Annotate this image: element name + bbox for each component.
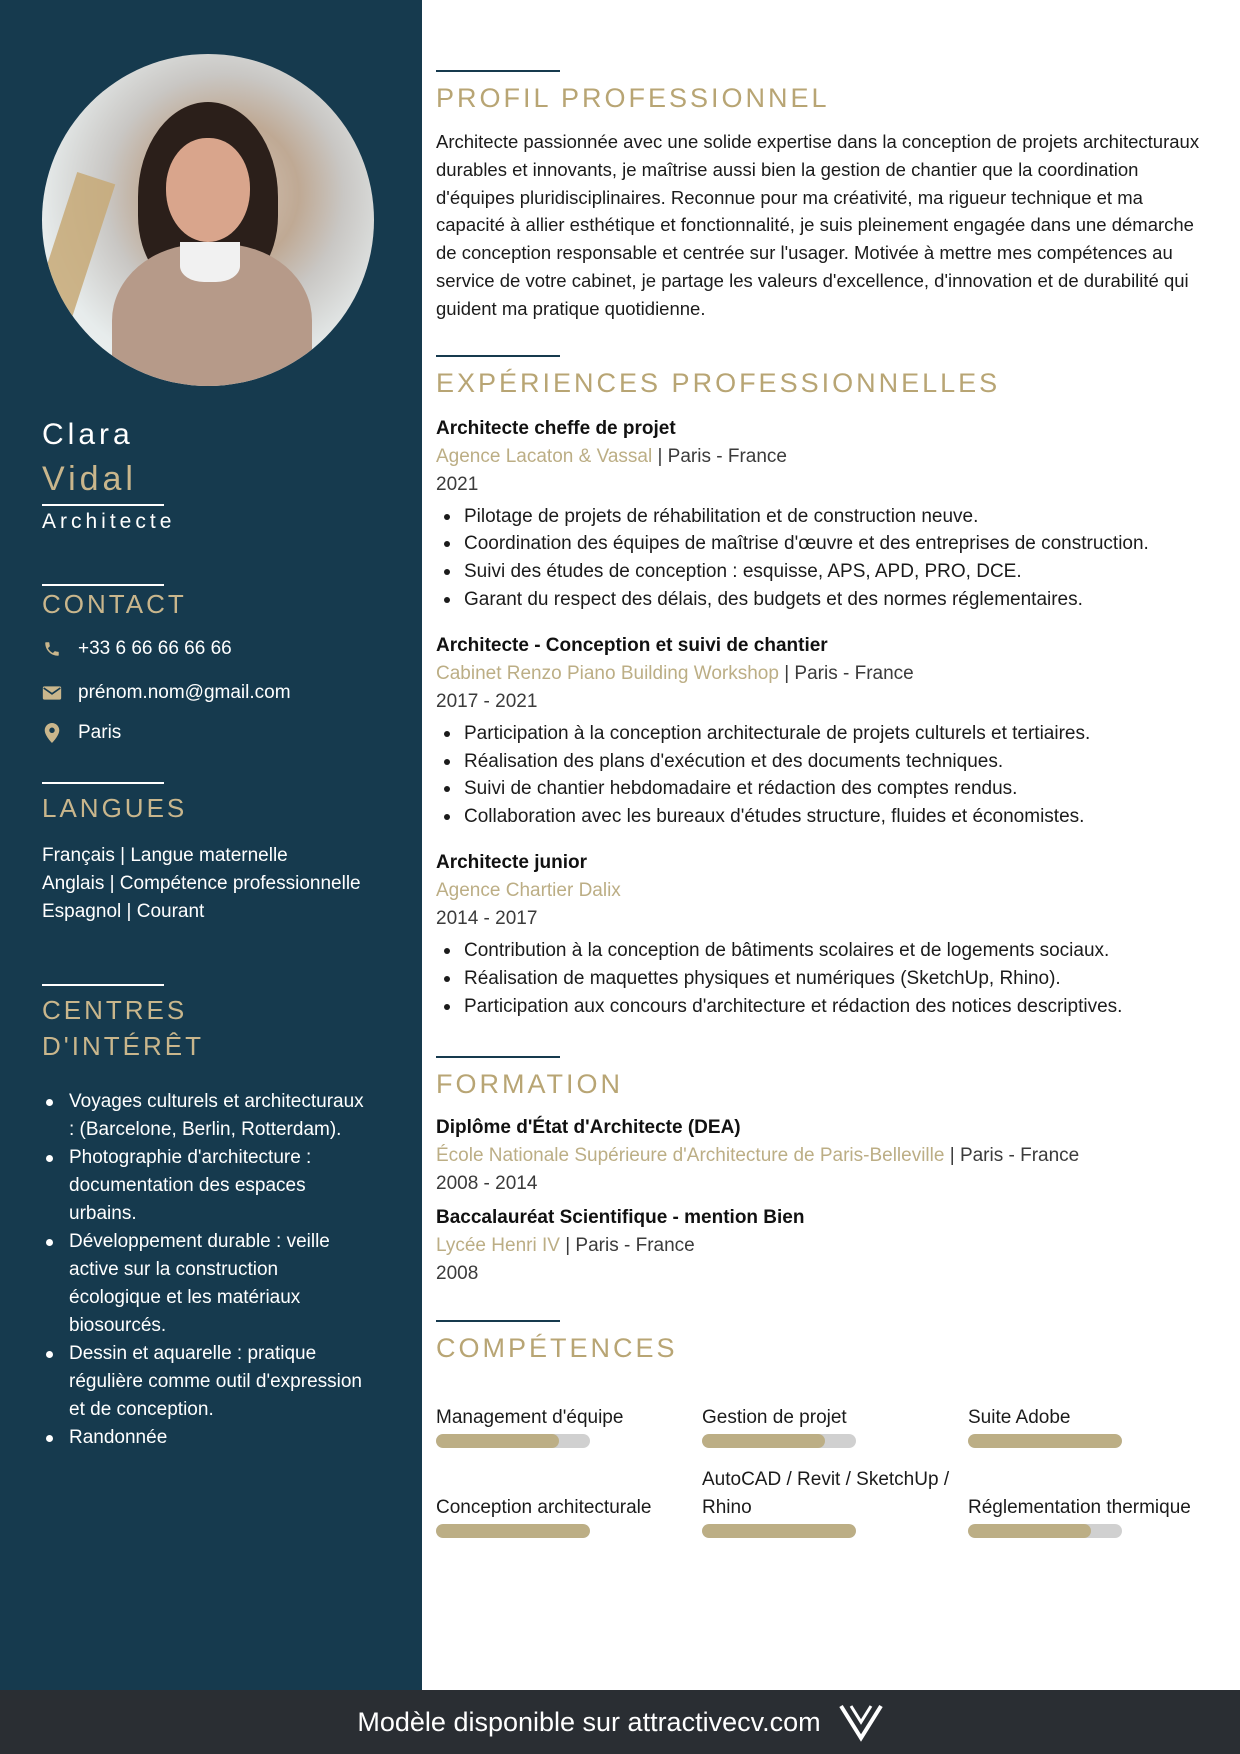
education-school: École Nationale Supérieure d'Architecture de Paris-Belleville [436,1145,945,1167]
contact-heading: CONTACT [42,589,187,619]
footer-text[interactable]: Modèle disponible sur attractivecv.com [357,1706,821,1737]
contact-phone-row [42,638,232,660]
footer-banner [0,1690,1240,1754]
interest-item: Développement durable : veille active sur la construction écologique et les matériaux biosourcés. [42,1228,372,1340]
experience-divider [436,355,560,357]
location-icon [42,723,62,743]
summary-divider [436,70,560,72]
education-divider [436,1056,560,1058]
job-bullet: Pilotage de projets de réhabilitation et de construction neuve. [436,503,1200,531]
education-location: | Paris - France [944,1145,1080,1167]
job-bullet: Coordination des équipes de maîtrise d'œuvre et des entreprises de construction. [436,530,1200,558]
skills-divider [436,1320,560,1322]
skill-bar-fill [436,1524,590,1538]
skill-item [436,1376,702,1448]
skills-grid [436,1376,1200,1538]
name-divider [42,504,164,506]
job-entry-title: Architecte - Conception et suivi de chantier [436,634,828,656]
skill-name: Conception architecturale [436,1497,652,1519]
skill-name: Réglementation thermique [968,1497,1191,1519]
experience-section [436,355,1200,1021]
job-bullet: Garant du respect des délais, des budgets et des normes réglementaires. [436,586,1200,614]
job-entry-company [436,660,1200,688]
skill-name: Suite Adobe [968,1407,1071,1429]
job-entry-company [436,443,1200,471]
main-content [422,0,1240,1690]
education-school: Lycée Henri IV [436,1235,560,1257]
skill-bar-fill [968,1434,1122,1448]
job-entry-org: Cabinet Renzo Piano Building Workshop [436,662,779,684]
first-name: Clara [42,418,134,451]
skill-bar [968,1524,1122,1538]
language-item: Espagnol | Courant [42,901,205,922]
job-entry-bullets [436,720,1200,831]
education-entry [436,1114,1200,1198]
job-bullet: Participation aux concours d'architecture et rédaction des notices descriptives. [436,993,1200,1021]
skill-item [968,1466,1234,1538]
job-entry-company [436,877,1200,905]
interests-list [42,1088,372,1452]
job-bullet: Suivi de chantier hebdomadaire et rédaction des comptes rendus. [436,775,1200,803]
experience-heading: EXPÉRIENCES PROFESSIONNELLES [436,367,1001,398]
education-school-row [436,1232,1200,1260]
job-entry-location: | Paris - France [778,662,914,684]
interests-heading: CENTRES D'INTÉRÊT [42,995,204,1061]
mail-icon [42,683,62,703]
summary-heading: PROFIL PROFESSIONNEL [436,83,830,113]
skill-bar [436,1524,590,1538]
job-bullet: Réalisation des plans d'exécution et des documents techniques. [436,748,1200,776]
last-name: Vidal [42,460,137,498]
phone-icon [42,639,62,659]
interest-item: Photographie d'architecture : documentation des espaces urbains. [42,1144,372,1228]
skill-name: AutoCAD / Revit / SketchUp / Rhino [702,1469,950,1519]
skills-heading: COMPÉTENCES [436,1333,678,1364]
job-entry-bullets [436,503,1200,614]
profile-photo [42,54,374,386]
language-item: Français | Langue maternelle [42,845,288,866]
skill-item [702,1466,968,1538]
job-entry-dates: 2014 - 2017 [436,907,538,929]
education-heading: FORMATION [436,1069,623,1100]
skill-bar-fill [702,1434,825,1448]
summary-text: Architecte passionnée avec une solide expertise dans la conception de projets architecturaux durables et innovants, je maîtrise aussi bien la gestion de chantier que la coordination d'équipes pluridisciplinaires. Reconnue pour ma créativité, ma rigueur technique et ma capacité à allier esthétique et fonctionnalité, je suis pleinement engagée dans une démarche de conception responsable et centrée sur l'usager. Motivée à mettre mes compétences au service de votre cabinet, je partage les valeurs d'excellence, d'innovation et de durabilité qui guident ma pratique quotidienne. [436,131,1200,319]
contact-email[interactable]: prénom.nom@gmail.com [78,682,291,703]
education-dates: 2008 [436,1263,479,1285]
languages-divider [42,782,164,784]
skill-bar-fill [968,1524,1091,1538]
interest-item: Randonnée [42,1424,372,1452]
job-bullet: Collaboration avec les bureaux d'études structure, fluides et économistes. [436,803,1200,831]
languages-heading: LANGUES [42,793,188,823]
job-entry-org: Agence Lacaton & Vassal [436,445,653,467]
job-entry-title: Architecte cheffe de projet [436,417,676,439]
skill-bar [968,1434,1122,1448]
job-title: Architecte [42,510,176,533]
interest-item: Dessin et aquarelle : pratique régulière comme outil d'expression et de conception. [42,1340,372,1424]
skills-section [436,1320,1200,1538]
education-location: | Paris - France [559,1235,695,1257]
education-dates: 2008 - 2014 [436,1173,538,1195]
skill-name: Management d'équipe [436,1407,624,1429]
education-degree: Baccalauréat Scientifique - mention Bien [436,1207,805,1229]
language-item: Anglais | Compétence professionnelle [42,873,361,894]
photo-ruler-shape [42,172,115,346]
job-entry-title: Architecte junior [436,851,587,873]
skill-item [436,1466,702,1538]
education-degree: Diplôme d'État d'Architecte (DEA) [436,1117,741,1139]
interest-item: Voyages culturels et architecturaux : (Barcelone, Berlin, Rotterdam). [42,1088,372,1144]
skill-bar-fill [702,1524,856,1538]
attractivecv-logo-icon [839,1702,883,1742]
skill-bar [702,1434,856,1448]
job-entry [436,849,1200,1020]
job-entry-dates: 2021 [436,473,479,495]
photo-face-shape [166,138,250,242]
job-entry [436,632,1200,831]
job-bullet: Réalisation de maquettes physiques et numériques (SketchUp, Rhino). [436,965,1200,993]
job-entry-bullets [436,937,1200,1020]
job-bullet: Contribution à la conception de bâtiments scolaires et de logements sociaux. [436,937,1200,965]
summary-section [436,70,1200,323]
skill-bar [436,1434,590,1448]
job-entry-location: | Paris - France [652,445,787,467]
skill-name: Gestion de projet [702,1407,847,1429]
contact-email-row [42,682,291,704]
contact-city: Paris [78,722,122,743]
contact-city-row [42,722,121,744]
contact-phone[interactable]: +33 6 66 66 66 66 [78,638,232,659]
photo-collar-shape [180,242,240,282]
education-section [436,1056,1200,1288]
skill-item [968,1376,1234,1448]
job-entry-org: Agence Chartier Dalix [436,879,621,901]
education-entry [436,1204,1200,1288]
job-bullet: Suivi des études de conception : esquisse, APS, APD, PRO, DCE. [436,558,1200,586]
sidebar [0,0,422,1690]
job-entry-dates: 2017 - 2021 [436,690,538,712]
education-school-row [436,1142,1200,1170]
languages-list [42,842,372,926]
job-bullet: Participation à la conception architecturale de projets culturels et tertiaires. [436,720,1200,748]
skill-bar-fill [436,1434,559,1448]
job-entry [436,415,1200,614]
interests-divider [42,984,164,986]
skill-bar [702,1524,856,1538]
skill-item [702,1376,968,1448]
